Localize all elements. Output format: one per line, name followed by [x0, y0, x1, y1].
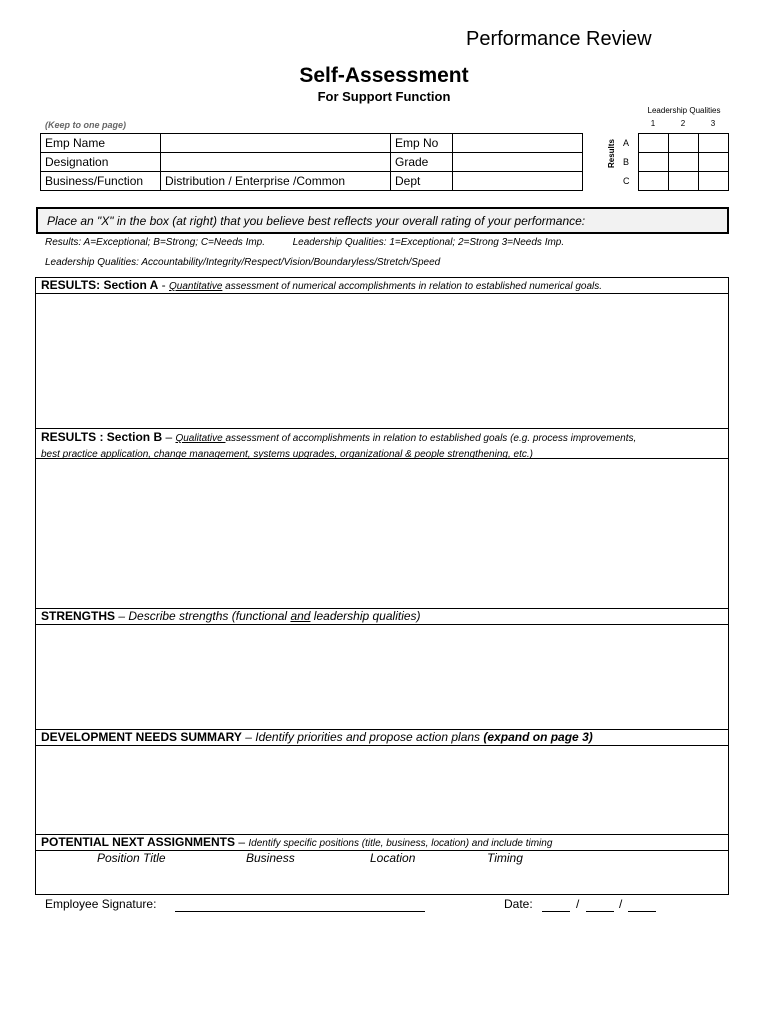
strengths-header	[36, 608, 728, 625]
section-b-title: RESULTS : Section B	[41, 430, 163, 444]
rating-cell-a1[interactable]	[639, 134, 669, 153]
section-a-keyword: Quantitative	[169, 281, 223, 292]
business-column: Business	[246, 851, 295, 865]
rating-legend	[45, 237, 564, 248]
employee-signature-label: Employee Signature:	[45, 897, 157, 911]
rating-grid	[638, 133, 729, 191]
emp-name-field[interactable]	[161, 134, 391, 153]
date-separator-1: /	[576, 897, 580, 911]
development-needs-description: Identify priorities and propose action plans	[255, 730, 484, 744]
rating-cell-a3[interactable]	[699, 134, 729, 153]
date-label: Date:	[504, 897, 533, 911]
document-header-title: Performance Review	[466, 28, 652, 50]
grade-field[interactable]	[453, 153, 583, 172]
grid-row-c: C	[623, 176, 630, 186]
grade-label: Grade	[391, 153, 453, 172]
section-a-dash: -	[158, 278, 170, 292]
next-assignments-header	[36, 834, 728, 851]
instruction-text: Place an "X" in the box (at right) that you believe best reflects your overall rating of your performance:	[47, 214, 586, 228]
page-title: Self-Assessment	[299, 64, 469, 87]
employee-signature-line[interactable]	[175, 911, 425, 912]
next-assignments-title: POTENTIAL NEXT ASSIGNMENTS	[41, 835, 236, 849]
designation-field[interactable]	[161, 153, 391, 172]
rating-cell-a2[interactable]	[669, 134, 699, 153]
development-needs-dash: –	[241, 730, 256, 744]
rating-cell-b1[interactable]	[639, 153, 669, 172]
rating-cell-c3[interactable]	[699, 172, 729, 191]
section-b-description-line2: best practice application, change management, systems upgrades, organizational & people strengthening, etc.)	[41, 449, 533, 460]
grid-column-3: 3	[710, 119, 716, 128]
section-a-title: RESULTS: Section A	[41, 278, 159, 292]
grid-row-b: B	[623, 157, 630, 167]
development-needs-response-area[interactable]	[36, 746, 728, 834]
strengths-dash: –	[115, 609, 129, 623]
emp-name-label: Emp Name	[41, 134, 161, 153]
emp-no-label: Emp No	[391, 134, 453, 153]
grid-column-2: 2	[680, 119, 686, 128]
results-side-label: Results	[607, 139, 616, 168]
section-b-keyword: Qualitative	[175, 433, 226, 444]
rating-cell-b2[interactable]	[669, 153, 699, 172]
date-day-blank[interactable]	[586, 911, 614, 912]
date-separator-2: /	[619, 897, 623, 911]
section-a-description: assessment of numerical accomplishments in relation to established numerical goals.	[222, 281, 603, 292]
grid-row-a: A	[623, 138, 630, 148]
instruction-box	[36, 207, 729, 234]
strengths-description-pre: Describe strengths (functional	[128, 609, 291, 623]
dept-field[interactable]	[453, 172, 583, 191]
strengths-title: STRENGTHS	[41, 609, 116, 623]
development-needs-expand-note: (expand on page 3)	[483, 730, 593, 744]
dept-label: Dept	[391, 172, 453, 191]
rating-cell-c2[interactable]	[669, 172, 699, 191]
emp-no-field[interactable]	[453, 134, 583, 153]
date-year-blank[interactable]	[628, 911, 656, 912]
date-month-blank[interactable]	[542, 911, 570, 912]
leadership-qualities-caption: Leadership Qualities	[647, 106, 721, 115]
employee-info-table	[40, 133, 583, 191]
rating-cell-c1[interactable]	[639, 172, 669, 191]
next-assignments-response-area[interactable]	[36, 851, 728, 895]
rating-cell-b3[interactable]	[699, 153, 729, 172]
section-a-header	[36, 278, 728, 294]
section-a-response-area[interactable]	[36, 294, 728, 428]
business-function-label: Business/Function	[41, 172, 161, 191]
section-b-description-line1: assessment of accomplishments in relation to established goals (e.g. process improvements,	[225, 433, 637, 444]
assessment-sections	[35, 277, 729, 895]
keep-to-one-page-note: (Keep to one page)	[45, 120, 127, 130]
section-b-header	[36, 428, 728, 459]
timing-column: Timing	[487, 851, 523, 865]
development-needs-title: DEVELOPMENT NEEDS SUMMARY	[41, 730, 242, 744]
leadership-qualities-list: Leadership Qualities: Accountability/Integrity/Respect/Vision/Boundaryless/Stretch/Speed	[45, 257, 441, 268]
strengths-description-key: and	[290, 609, 311, 623]
location-column: Location	[370, 851, 416, 865]
designation-label: Designation	[41, 153, 161, 172]
page-subtitle: For Support Function	[317, 89, 451, 104]
section-b-response-area[interactable]	[36, 459, 728, 608]
leadership-legend: Leadership Qualities: 1=Exceptional; 2=Strong 3=Needs Imp.	[292, 237, 565, 248]
results-legend: Results: A=Exceptional; B=Strong; C=Needs Imp.	[45, 237, 266, 248]
strengths-response-area[interactable]	[36, 625, 728, 729]
grid-column-1: 1	[650, 119, 656, 128]
section-b-dash: –	[162, 430, 176, 444]
business-function-field[interactable]: Distribution / Enterprise /Common	[161, 172, 391, 191]
position-title-column: Position Title	[97, 851, 166, 865]
next-assignments-description: Identify specific positions (title, business, location) and include timing	[248, 838, 553, 849]
development-needs-header	[36, 729, 728, 746]
strengths-description-post: leadership qualities)	[310, 609, 421, 623]
next-assignments-dash: –	[235, 835, 249, 849]
